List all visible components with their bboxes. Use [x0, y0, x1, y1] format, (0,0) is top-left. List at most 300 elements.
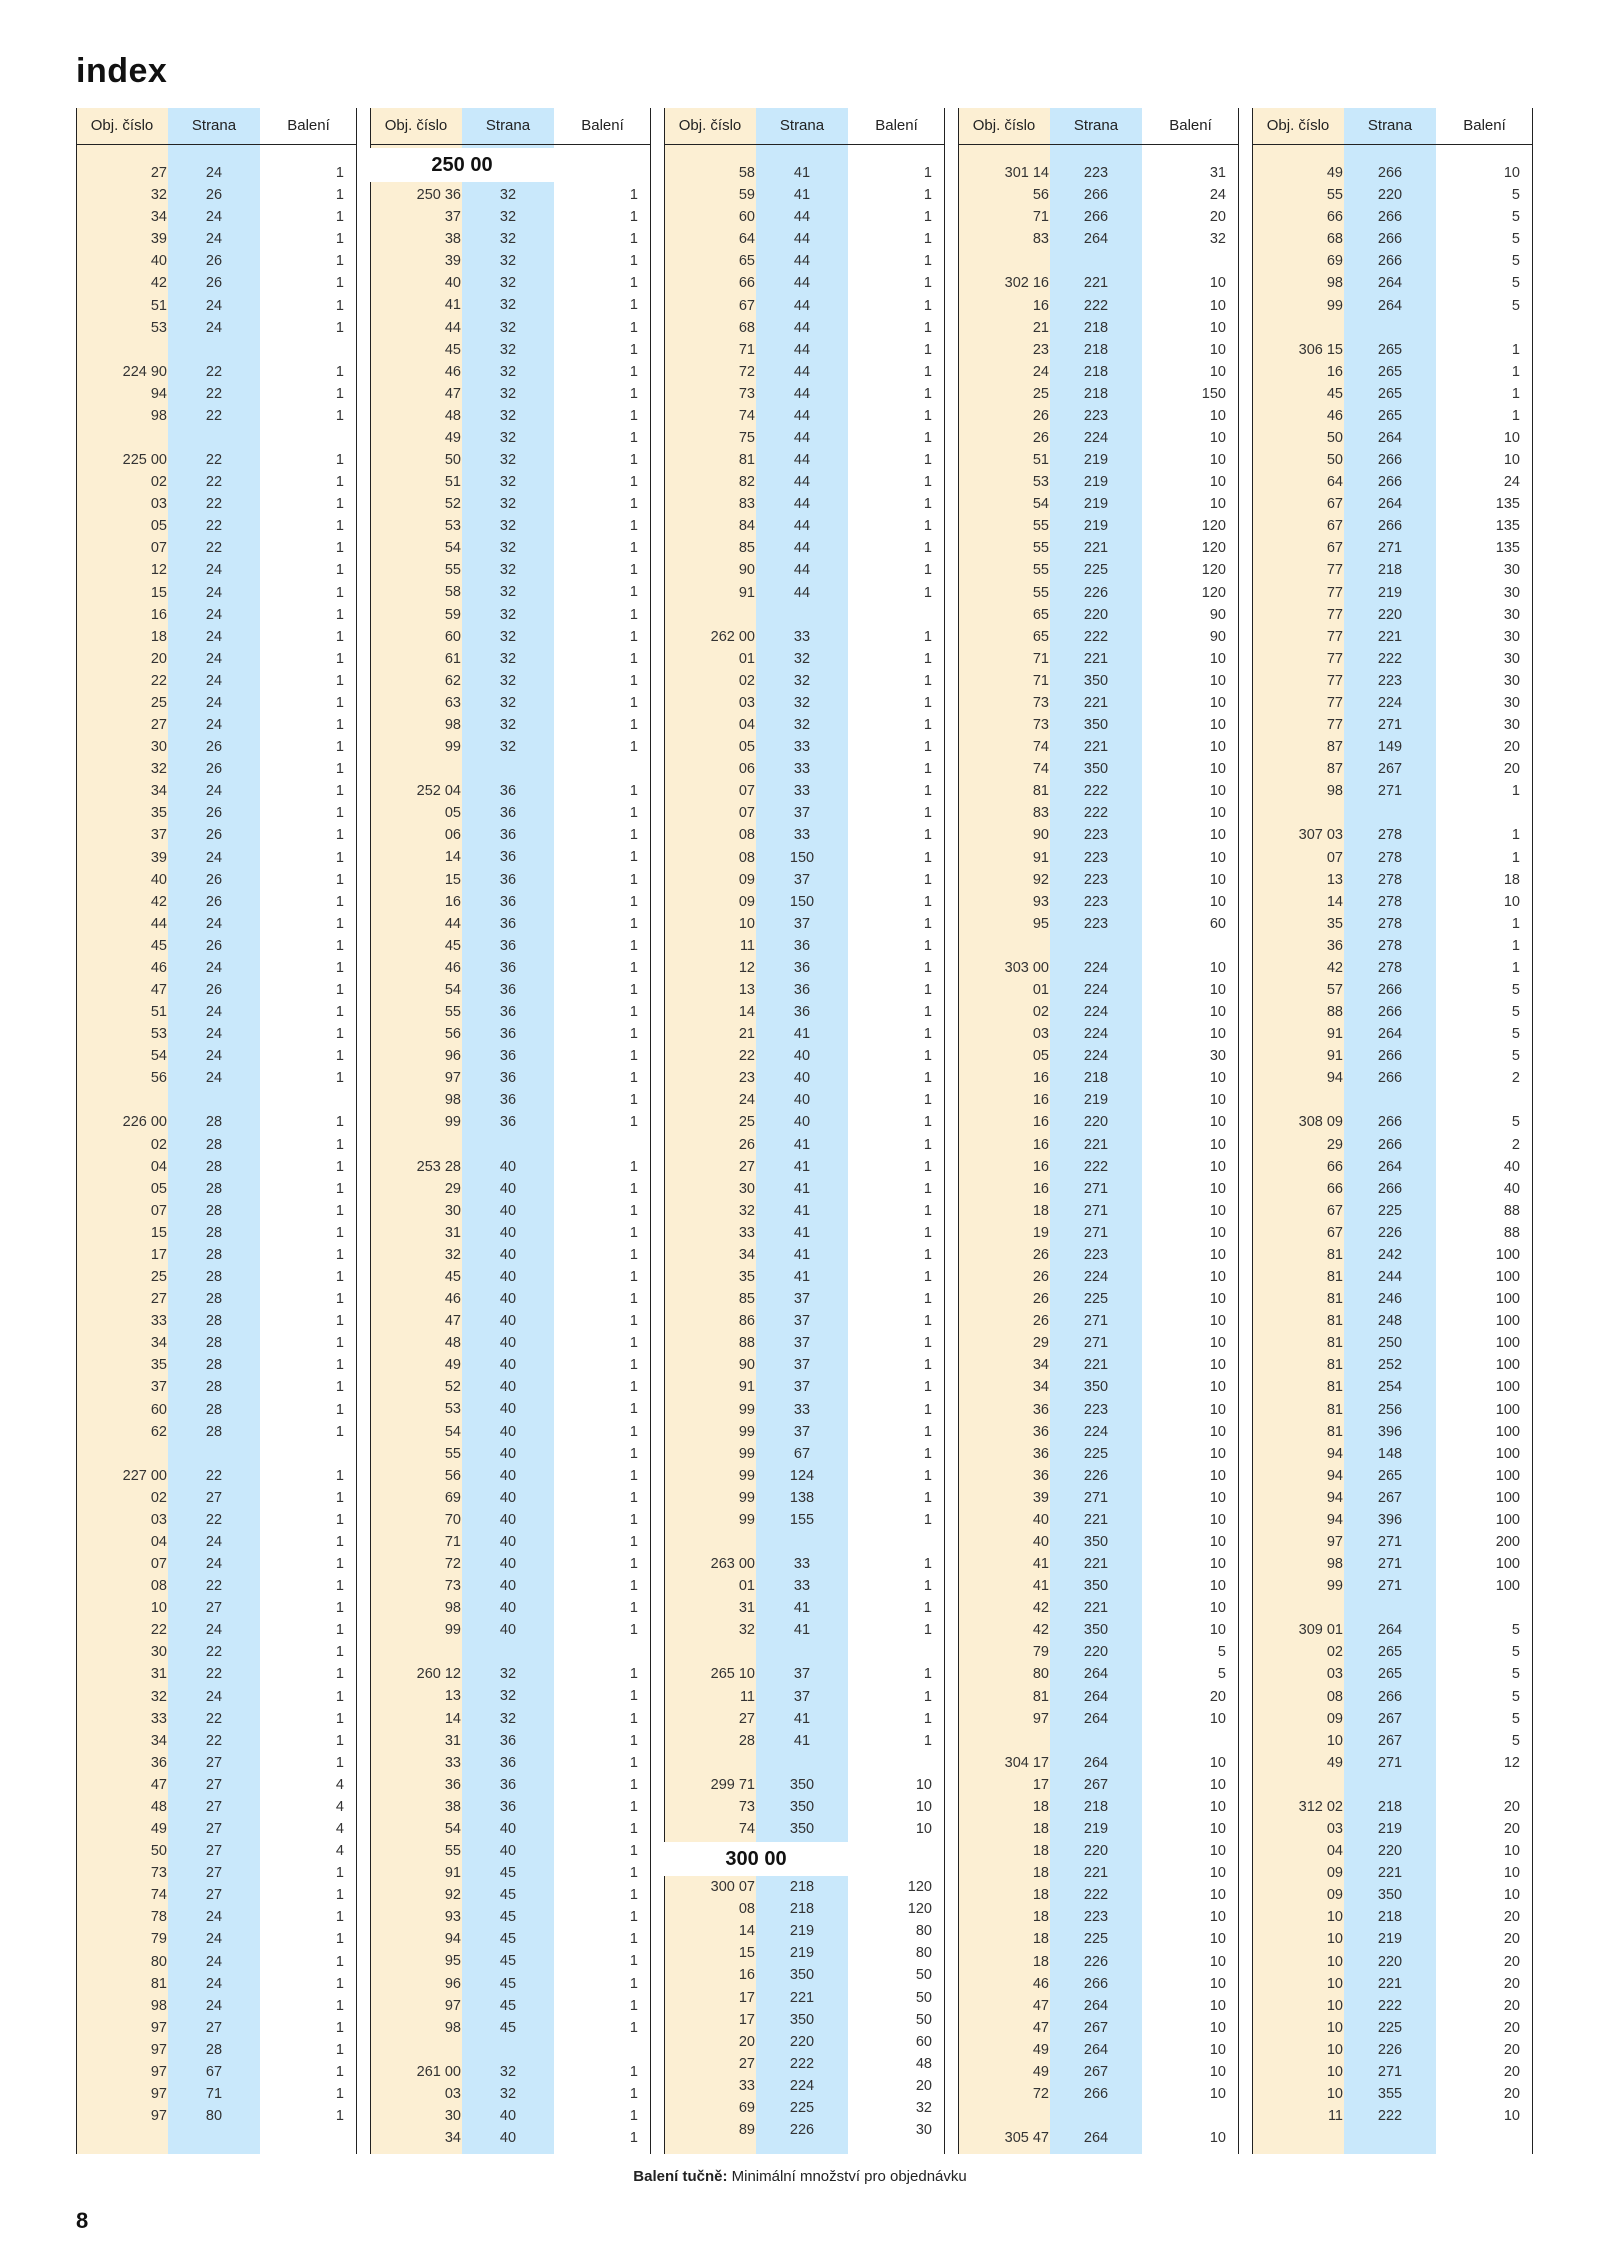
obj-suffix: 48	[150, 1798, 167, 1815]
obj-number	[1299, 1111, 1343, 1133]
pack-qty: 1	[629, 540, 638, 557]
obj-number	[739, 758, 755, 780]
obj-suffix: 27	[738, 2055, 755, 2072]
obj-number	[445, 692, 461, 714]
table-row	[76, 780, 357, 802]
obj-number	[1327, 913, 1343, 935]
obj-number	[1033, 1995, 1049, 2017]
page-ref: 221	[1083, 275, 1109, 292]
obj-suffix: 83	[1032, 805, 1049, 822]
pack-qty: 10	[1503, 893, 1520, 910]
page-ref: 221	[1083, 650, 1109, 667]
page-ref: 32	[499, 672, 517, 689]
obj-suffix: 47	[1032, 2019, 1049, 2036]
pack-qty: 120	[1201, 518, 1226, 535]
table-row	[370, 1376, 651, 1398]
table-row	[958, 1553, 1239, 1575]
page-ref: 41	[793, 187, 811, 204]
obj-number	[739, 1134, 755, 1156]
obj-suffix: 81	[1326, 1423, 1343, 1440]
pack-qty: 1	[335, 1202, 344, 1219]
table-row	[664, 1001, 945, 1023]
pack-qty: 10	[915, 1821, 932, 1837]
obj-suffix: 29	[1032, 1335, 1049, 1352]
pack-qty: 10	[1503, 2108, 1520, 2124]
pack-qty: 10	[1209, 1158, 1226, 1175]
obj-suffix: 25	[150, 1269, 167, 1285]
obj-suffix: 69	[1326, 253, 1343, 270]
pack-qty: 100	[1495, 1401, 1520, 1418]
obj-suffix: 90	[1032, 827, 1049, 844]
table-row	[664, 1156, 945, 1178]
obj-number	[1033, 582, 1049, 604]
pack-qty: 5	[1511, 1644, 1520, 1661]
table-row	[76, 1376, 357, 1398]
pack-qty: 120	[1201, 584, 1226, 601]
obj-suffix: 24	[1032, 363, 1049, 380]
page-ref: 271	[1377, 1534, 1403, 1550]
table-row	[76, 847, 357, 869]
pack-qty: 1	[629, 1158, 638, 1175]
table-row	[664, 361, 945, 383]
page-ref: 271	[1377, 1556, 1403, 1572]
pack-qty: 10	[1503, 1887, 1520, 1904]
table-row	[1252, 272, 1533, 294]
pack-qty: 10	[1209, 319, 1226, 336]
table-row	[664, 1244, 945, 1266]
page-ref: 224	[1083, 982, 1109, 998]
obj-suffix: 81	[738, 452, 755, 468]
page-ref: 278	[1377, 827, 1403, 844]
table-row	[76, 891, 357, 913]
obj-number	[1327, 891, 1343, 913]
obj-number	[739, 1001, 755, 1023]
obj-number	[1327, 1752, 1343, 1774]
table-row	[76, 1001, 357, 1023]
obj-suffix: 78	[150, 1909, 167, 1926]
obj-number	[151, 1575, 167, 1597]
obj-number	[739, 1200, 755, 1222]
obj-number	[1033, 1089, 1049, 1111]
obj-prefix: 307	[1298, 827, 1323, 844]
obj-suffix: 06	[444, 827, 461, 844]
obj-suffix: 22	[738, 1048, 755, 1065]
table-row	[958, 1067, 1239, 1089]
pack-qty: 1	[629, 363, 638, 380]
page-ref: 32	[499, 452, 517, 468]
obj-number	[445, 383, 461, 405]
table-row	[958, 1663, 1239, 1685]
page-ref: 244	[1377, 1269, 1403, 1285]
obj-suffix: 16	[1326, 363, 1343, 380]
obj-suffix: 98	[444, 1092, 461, 1109]
obj-number	[1327, 1354, 1343, 1376]
obj-suffix: 34	[1032, 1357, 1049, 1374]
obj-number	[1299, 1619, 1343, 1641]
obj-number	[445, 2083, 461, 2105]
obj-number	[1033, 1796, 1049, 1818]
obj-number	[1327, 2061, 1343, 2083]
table-row	[664, 339, 945, 361]
obj-suffix: 14	[738, 1004, 755, 1020]
table-row	[664, 1509, 945, 1531]
obj-suffix: 72	[444, 1556, 461, 1572]
obj-suffix: 93	[1032, 893, 1049, 910]
pack-qty: 1	[923, 849, 932, 866]
obj-suffix: 10	[1326, 1997, 1343, 2014]
obj-suffix: 49	[150, 1821, 167, 1837]
page-ref: 24	[205, 1975, 223, 1992]
table-row	[1252, 1862, 1533, 1884]
pack-qty: 1	[1511, 937, 1520, 954]
page-ref: 24	[205, 915, 223, 932]
obj-number	[1327, 383, 1343, 405]
obj-suffix: 07	[150, 540, 167, 557]
pack-qty: 1	[335, 496, 344, 513]
table-row	[664, 493, 945, 515]
pack-qty: 1	[335, 783, 344, 800]
pack-qty: 10	[1209, 783, 1226, 800]
pack-qty: 1	[629, 1776, 638, 1793]
obj-suffix: 81	[1326, 1313, 1343, 1330]
table-row	[370, 604, 651, 626]
obj-number	[151, 1951, 167, 1973]
table-row	[664, 1942, 945, 1964]
page-ref: 67	[793, 1445, 811, 1462]
page-ref: 219	[1083, 474, 1109, 491]
page-ref: 22	[205, 1710, 223, 1727]
page-ref: 218	[1377, 562, 1403, 579]
table-row	[664, 2031, 945, 2053]
obj-suffix: 74	[150, 1887, 167, 1904]
page-ref: 264	[1083, 231, 1109, 248]
obj-number	[1327, 1509, 1343, 1531]
page-ref: 271	[1377, 783, 1403, 800]
table-row	[958, 1111, 1239, 1133]
page-ref: 44	[793, 253, 811, 270]
table-row	[1252, 604, 1533, 626]
obj-number	[445, 913, 461, 935]
table-row	[958, 604, 1239, 626]
page-ref: 32	[499, 518, 517, 535]
obj-number	[1327, 2083, 1343, 2105]
pack-qty: 10	[1209, 1600, 1226, 1617]
obj-suffix: 39	[1032, 1489, 1049, 1506]
table-row	[76, 582, 357, 604]
page-ref: 28	[205, 1313, 223, 1330]
obj-number	[739, 184, 755, 206]
obj-number	[739, 2053, 755, 2075]
pack-qty: 20	[1503, 2041, 1520, 2058]
table-row	[1252, 1597, 1533, 1619]
pack-qty: 1	[629, 849, 638, 866]
obj-number	[1327, 1200, 1343, 1222]
obj-suffix: 15	[738, 1945, 755, 1962]
pack-qty: 135	[1495, 496, 1520, 513]
table-row	[1252, 1023, 1533, 1045]
page-ref: 22	[205, 452, 223, 468]
table-row	[1252, 1487, 1533, 1509]
pack-qty: 1	[629, 319, 638, 336]
page-ref: 27	[205, 1798, 223, 1815]
table-row	[370, 294, 651, 316]
obj-number	[445, 1928, 461, 1950]
pack-qty: 1	[1511, 407, 1520, 424]
table-row	[76, 2083, 357, 2105]
table-row	[664, 250, 945, 272]
obj-suffix: 35	[150, 1357, 167, 1374]
obj-suffix: 94	[1326, 1489, 1343, 1506]
footnote	[0, 2168, 1600, 2185]
table-row	[370, 1973, 651, 1995]
obj-number	[1033, 1686, 1049, 1708]
pack-qty: 10	[1209, 2130, 1226, 2147]
obj-suffix: 30	[150, 1644, 167, 1661]
obj-prefix: 300	[710, 1879, 735, 1896]
obj-suffix: 56	[150, 1070, 167, 1087]
table-row	[76, 1111, 357, 1133]
obj-number	[151, 869, 167, 891]
obj-number	[1033, 1244, 1049, 1266]
footnote-text: Minimální množství pro objednávku	[727, 2168, 967, 2185]
pack-qty: 1	[335, 1556, 344, 1572]
obj-number	[1033, 295, 1049, 317]
pack-qty: 10	[1209, 1224, 1226, 1241]
obj-suffix: 55	[1032, 562, 1049, 579]
table-row	[664, 383, 945, 405]
obj-number	[1033, 869, 1049, 891]
obj-number	[739, 1443, 755, 1465]
obj-number	[1033, 1178, 1049, 1200]
table-row	[958, 1686, 1239, 1708]
pack-qty: 10	[1209, 1246, 1226, 1263]
page-ref: 41	[793, 1224, 811, 1241]
table-row	[958, 1421, 1239, 1443]
obj-number	[1033, 317, 1049, 339]
obj-number	[1327, 405, 1343, 427]
table-row	[664, 758, 945, 780]
pack-qty: 1	[923, 1666, 932, 1683]
obj-suffix: 99	[738, 1445, 755, 1462]
pack-qty: 1	[335, 982, 344, 998]
header-baleni: Balení	[1169, 117, 1212, 134]
page-ref: 45	[499, 2019, 517, 2036]
page-ref: 223	[1377, 672, 1403, 689]
pack-qty: 10	[1209, 2019, 1226, 2036]
page-ref: 24	[205, 672, 223, 689]
table-row	[370, 692, 651, 714]
table-row	[76, 493, 357, 515]
header-obj-cislo: Obj. číslo	[678, 117, 742, 134]
obj-suffix: 39	[150, 849, 167, 866]
obj-suffix: 54	[444, 1820, 461, 1837]
table-row	[664, 847, 945, 869]
pack-qty: 1	[923, 1445, 932, 1462]
page-ref: 266	[1377, 474, 1403, 491]
table-row	[1252, 162, 1533, 184]
obj-prefix: 224	[122, 363, 147, 380]
obj-suffix: 81	[1326, 1291, 1343, 1308]
obj-number	[445, 824, 461, 846]
obj-number	[1327, 957, 1343, 979]
table-row	[370, 449, 651, 471]
page-ref: 27	[205, 1865, 223, 1882]
table-row	[958, 714, 1239, 736]
page-ref: 221	[1083, 1136, 1109, 1153]
table-row	[664, 670, 945, 692]
pack-qty: 1	[923, 1556, 932, 1572]
obj-number	[445, 802, 461, 824]
page-ref: 36	[499, 893, 517, 910]
obj-number	[445, 1906, 461, 1928]
obj-suffix: 23	[1032, 341, 1049, 358]
obj-suffix: 34	[150, 783, 167, 800]
obj-suffix: 41	[1032, 1556, 1049, 1572]
pack-qty: 10	[1209, 893, 1226, 910]
obj-suffix: 46	[1032, 1975, 1049, 1992]
table-row	[1252, 515, 1533, 537]
pack-qty: 1	[923, 871, 932, 888]
pack-qty: 1	[1511, 849, 1520, 866]
page-ref: 225	[1083, 1445, 1109, 1462]
obj-number	[1033, 1443, 1049, 1465]
page-ref: 28	[205, 1180, 223, 1197]
page-ref: 28	[205, 1114, 223, 1131]
pack-qty: 1	[629, 1357, 638, 1374]
pack-qty: 1	[629, 1026, 638, 1042]
obj-number	[445, 1796, 461, 1818]
table-row	[370, 184, 651, 206]
obj-number	[123, 1465, 167, 1487]
pack-qty: 1	[629, 1533, 638, 1550]
obj-prefix: 261	[416, 2063, 441, 2080]
table-row	[664, 1531, 945, 1553]
obj-suffix: 42	[150, 893, 167, 910]
obj-suffix: 52	[444, 1379, 461, 1396]
pack-qty: 1	[335, 650, 344, 667]
obj-suffix: 98	[444, 716, 461, 733]
obj-suffix: 08	[738, 849, 755, 866]
obj-number	[1033, 206, 1049, 228]
obj-suffix: 34	[1032, 1379, 1049, 1396]
pack-qty: 1	[629, 937, 638, 954]
pack-qty: 32	[915, 2099, 932, 2116]
table-row	[958, 1575, 1239, 1597]
page-ref: 32	[499, 209, 517, 226]
page-ref: 350	[789, 2011, 815, 2028]
pack-qty: 1	[335, 253, 344, 270]
obj-suffix: 36	[1032, 1423, 1049, 1440]
table-row	[664, 1730, 945, 1752]
header-strana: Strana	[1073, 117, 1119, 134]
table-row	[958, 1089, 1239, 1111]
page-ref: 37	[793, 1379, 811, 1396]
pack-qty: 1	[335, 165, 344, 181]
page-ref: 40	[793, 1048, 811, 1065]
page-ref: 278	[1377, 915, 1403, 932]
obj-number	[151, 648, 167, 670]
page-ref: 32	[499, 363, 517, 380]
table-row	[1252, 2039, 1533, 2061]
obj-suffix: 46	[444, 959, 461, 976]
table-row	[1252, 1641, 1533, 1663]
obj-suffix: 22	[150, 672, 167, 689]
pack-qty: 1	[923, 650, 932, 667]
table-row	[76, 1995, 357, 2017]
page-ref: 24	[205, 1622, 223, 1639]
obj-suffix: 74	[738, 407, 755, 424]
obj-number	[739, 1920, 755, 1942]
obj-suffix: 35	[1326, 915, 1343, 932]
obj-prefix: 303	[1004, 959, 1029, 976]
index-column-3	[664, 108, 945, 2154]
pack-qty: 1	[629, 915, 638, 932]
pack-qty: 1	[629, 1401, 638, 1418]
page-ref: 266	[1377, 1180, 1403, 1197]
pack-qty: 20	[1503, 1931, 1520, 1948]
obj-suffix: 34	[150, 1732, 167, 1749]
obj-suffix: 81	[1032, 1688, 1049, 1705]
obj-number	[1327, 869, 1343, 891]
page-ref: 36	[499, 1092, 517, 1109]
pack-qty: 1	[923, 1291, 932, 1308]
obj-suffix: 00	[738, 628, 755, 645]
page-ref: 32	[499, 628, 517, 645]
page-ref: 40	[499, 1622, 517, 1639]
obj-number	[151, 1376, 167, 1398]
obj-number	[1327, 780, 1343, 802]
table-row	[370, 1774, 651, 1796]
table-row	[664, 1686, 945, 1708]
page-ref: 28	[205, 1401, 223, 1418]
page-ref: 221	[1377, 628, 1403, 645]
obj-suffix: 83	[1032, 231, 1049, 248]
pack-qty: 1	[629, 275, 638, 292]
pack-qty: 1	[629, 209, 638, 226]
table-row	[1252, 559, 1533, 581]
pack-qty: 1	[629, 1092, 638, 1109]
obj-suffix: 81	[1326, 1379, 1343, 1396]
table-row	[370, 1928, 651, 1950]
page-ref: 264	[1083, 2041, 1109, 2058]
pack-qty: 1	[923, 1489, 932, 1506]
obj-number	[151, 780, 167, 802]
obj-number	[151, 1973, 167, 1995]
page-ref: 33	[793, 761, 811, 778]
pack-qty: 100	[1495, 1556, 1520, 1572]
obj-suffix: 73	[738, 1798, 755, 1815]
obj-number	[1327, 1310, 1343, 1332]
header-baleni: Balení	[875, 117, 918, 134]
page-ref: 45	[499, 1997, 517, 2014]
pack-qty: 1	[923, 717, 932, 733]
obj-suffix: 26	[1032, 1246, 1049, 1263]
page-ref: 44	[793, 584, 811, 601]
pack-qty: 1	[335, 628, 344, 645]
pack-qty: 10	[1209, 1776, 1226, 1793]
obj-suffix: 00	[150, 1467, 167, 1484]
pack-qty: 1	[629, 871, 638, 888]
page-ref: 37	[793, 1357, 811, 1374]
pack-qty: 1	[629, 1445, 638, 1462]
obj-number	[1033, 1288, 1049, 1310]
page-ref: 44	[793, 518, 811, 535]
page-ref: 222	[1083, 1158, 1109, 1175]
pack-qty: 4	[335, 1821, 344, 1837]
obj-suffix: 73	[738, 385, 755, 402]
pack-qty: 10	[1209, 982, 1226, 998]
header-obj-cislo: Obj. číslo	[1266, 117, 1330, 134]
